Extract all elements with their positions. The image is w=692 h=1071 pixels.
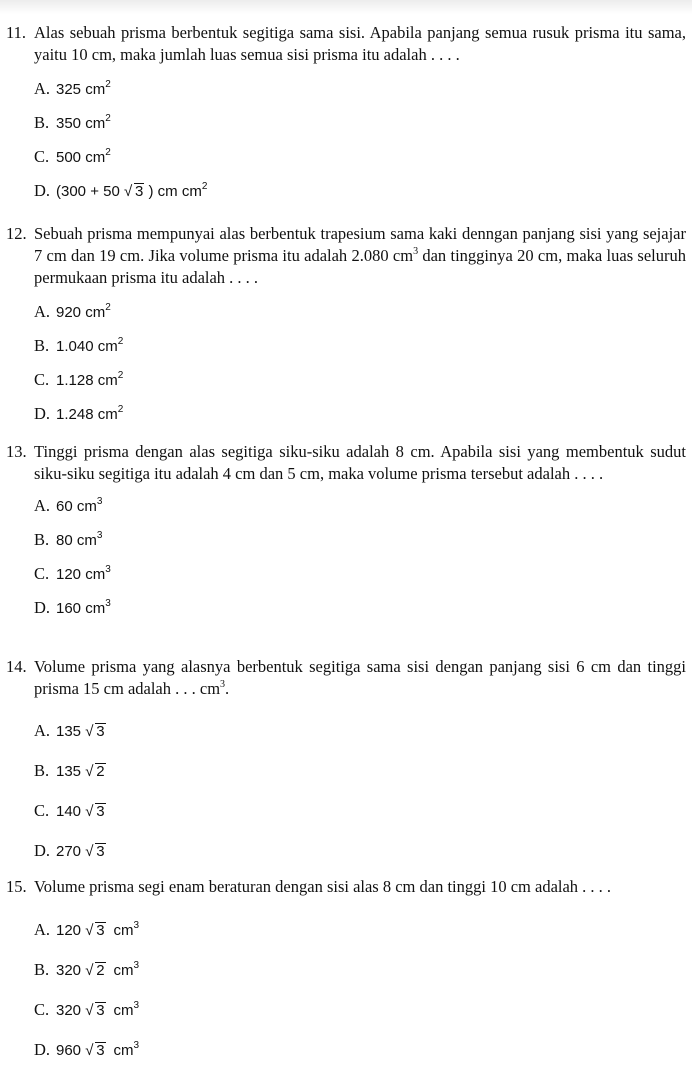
question-text: Volume prisma segi enam beraturan dengan sisi alas 8 cm dan tinggi 10 cm adalah . . . . <box>34 877 612 896</box>
question-text: Alas sebuah prisma berbentuk segitiga sama sisi. Apabila panjang semua rusuk prisma itu sama, yaitu 10 cm, maka jumlah luas semua sisi prisma itu adalah . . . . <box>34 23 686 64</box>
radicand: 2 <box>96 763 105 780</box>
option-exponent: 3 <box>96 496 103 507</box>
option-letter: D. <box>34 181 51 200</box>
radicand: 3 <box>96 922 105 939</box>
radicand: 3 <box>96 1042 105 1059</box>
option-value: 135 <box>56 763 82 780</box>
option-c[interactable] <box>34 990 686 1030</box>
option-b[interactable] <box>34 106 686 140</box>
option-value: 60 <box>56 498 73 515</box>
option-b[interactable] <box>34 751 686 791</box>
option-exponent: 2 <box>105 302 111 313</box>
option-exponent: 2 <box>117 336 124 347</box>
option-unit: cm <box>97 338 118 355</box>
radicand: 3 <box>96 803 105 820</box>
option-letter: D. <box>34 404 51 423</box>
option-value: 120 <box>56 566 82 583</box>
question-number: 15. <box>6 877 27 896</box>
option-value: 1.040 <box>56 338 94 355</box>
option-d[interactable] <box>34 1030 686 1070</box>
option-letter: B. <box>34 336 50 355</box>
question-text: Sebuah prisma mempunyai alas berbentuk trapesium sama kaki denngan panjang sisi yang sejajar 7 cm dan 19 cm. Jika volume prisma itu adalah 2.080 $cm^3$ dan tingginya 20 cm, maka luas seluruh permukaan prisma itu adalah . . . . <box>34 224 686 287</box>
option-letter: D. <box>34 1040 51 1059</box>
sqrt-symbol: √ 3 <box>85 803 105 820</box>
question-number: 12. <box>6 224 27 243</box>
option-unit: cm <box>85 115 106 132</box>
option-exponent: 3 <box>133 1000 140 1011</box>
sqrt-symbol: √ 3 <box>85 1042 105 1059</box>
option-exponent: 3 <box>105 598 111 609</box>
top-shadow <box>0 0 692 14</box>
sqrt-symbol: √ 3 <box>123 183 144 200</box>
option-a[interactable] <box>34 72 686 106</box>
option-value-pre: (300 + 50 <box>56 183 120 200</box>
option-unit: cm <box>85 149 106 166</box>
option-letter: A. <box>34 302 51 321</box>
option-exponent: 3 <box>105 564 111 575</box>
option-exponent: 3 <box>133 920 140 931</box>
question-number: 11. <box>6 23 27 42</box>
option-letter: D. <box>34 841 51 860</box>
option-letter: B. <box>34 530 50 549</box>
option-exponent: 3 <box>133 960 140 971</box>
radicand: 2 <box>96 962 105 979</box>
option-value: 135 <box>56 723 82 740</box>
option-d[interactable] <box>34 591 686 625</box>
option-b[interactable] <box>34 950 686 990</box>
option-b[interactable] <box>34 523 686 557</box>
option-letter: A. <box>34 496 51 515</box>
question-12 <box>6 223 686 431</box>
question-15 <box>6 876 686 1070</box>
option-letter: A. <box>34 721 51 740</box>
option-exponent: 2 <box>117 370 124 381</box>
option-letter: C. <box>34 370 50 389</box>
option-value: 140 <box>56 803 82 820</box>
option-exponent: 2 <box>105 79 111 90</box>
option-letter: C. <box>34 564 50 583</box>
option-letter: B. <box>34 960 50 979</box>
radicand: 3 <box>96 1002 105 1019</box>
sqrt-symbol: √ 3 <box>85 843 105 860</box>
option-c[interactable] <box>34 791 686 831</box>
option-a[interactable] <box>34 295 686 329</box>
option-value-post: ) cm <box>148 183 178 200</box>
question-number: 13. <box>6 442 27 461</box>
option-unit: cm <box>97 406 118 423</box>
option-unit: cm <box>85 600 106 617</box>
option-letter: D. <box>34 598 51 617</box>
question-number: 14. <box>6 657 27 676</box>
option-exponent: 2 <box>105 113 111 124</box>
option-value: 160 <box>56 600 82 617</box>
question-11 <box>6 22 686 208</box>
option-value: 350 <box>56 115 82 132</box>
option-c[interactable] <box>34 557 686 591</box>
option-letter: C. <box>34 1000 50 1019</box>
option-value: 960 <box>56 1042 82 1059</box>
option-value: 1.128 <box>56 372 94 389</box>
option-letter: C. <box>34 147 50 166</box>
option-unit: cm <box>97 372 118 389</box>
option-unit: cm <box>76 532 97 549</box>
option-unit: cm <box>85 81 106 98</box>
option-exponent: 3 <box>133 1040 140 1051</box>
option-letter: A. <box>34 920 51 939</box>
option-value: 320 <box>56 962 82 979</box>
question-text: Tinggi prisma dengan alas segitiga siku-siku adalah 8 cm. Apabila sisi yang membentuk sudut siku-siku segitiga itu adalah 4 cm dan 5 cm, maka volume prisma tersebut adalah . . . . <box>34 442 686 483</box>
option-d[interactable] <box>34 397 686 431</box>
sqrt-symbol: √ 3 <box>85 922 105 939</box>
option-letter: B. <box>34 113 50 132</box>
option-unit: cm <box>113 962 134 979</box>
sqrt-symbol: √ 3 <box>85 1002 105 1019</box>
sqrt-symbol: √ 3 <box>85 723 105 740</box>
option-unit: cm <box>113 922 134 939</box>
option-unit: cm <box>85 566 106 583</box>
option-exponent: 3 <box>96 530 103 541</box>
radicand: 3 <box>134 183 144 200</box>
sqrt-symbol: √ 2 <box>85 962 105 979</box>
radicand: 3 <box>96 723 105 740</box>
option-value: 500 <box>56 149 82 166</box>
option-unit: cm <box>113 1042 134 1059</box>
option-value: 1.248 <box>56 406 94 423</box>
option-value: 320 <box>56 1002 82 1019</box>
option-unit: cm <box>113 1002 134 1019</box>
option-exponent: 2 <box>105 147 111 158</box>
option-d[interactable] <box>34 174 686 208</box>
option-value: 80 <box>56 532 73 549</box>
sqrt-symbol: √ 2 <box>85 763 105 780</box>
option-unit: cm <box>181 183 202 200</box>
option-letter: A. <box>34 79 51 98</box>
question-14 <box>6 656 686 871</box>
option-value: 920 <box>56 304 82 321</box>
option-value: 270 <box>56 843 82 860</box>
question-13 <box>6 441 686 625</box>
option-value: 120 <box>56 922 82 939</box>
option-a[interactable] <box>34 489 686 523</box>
option-letter: C. <box>34 801 50 820</box>
radicand: 3 <box>96 843 105 860</box>
option-value: 325 <box>56 81 82 98</box>
option-b[interactable] <box>34 329 686 363</box>
question-text: Volume prisma yang alasnya berbentuk segitiga sama sisi dengan panjang sisi 6 cm dan tinggi prisma 15 cm adalah . . . $cm^3$. <box>34 657 686 698</box>
option-unit: cm <box>85 304 106 321</box>
option-letter: B. <box>34 761 50 780</box>
option-a[interactable] <box>34 910 686 950</box>
option-a[interactable] <box>34 711 686 751</box>
option-c[interactable] <box>34 140 686 174</box>
option-d[interactable] <box>34 831 686 871</box>
option-unit: cm <box>76 498 97 515</box>
option-c[interactable] <box>34 363 686 397</box>
option-exponent: 2 <box>117 404 124 415</box>
option-exponent: 2 <box>201 181 208 192</box>
